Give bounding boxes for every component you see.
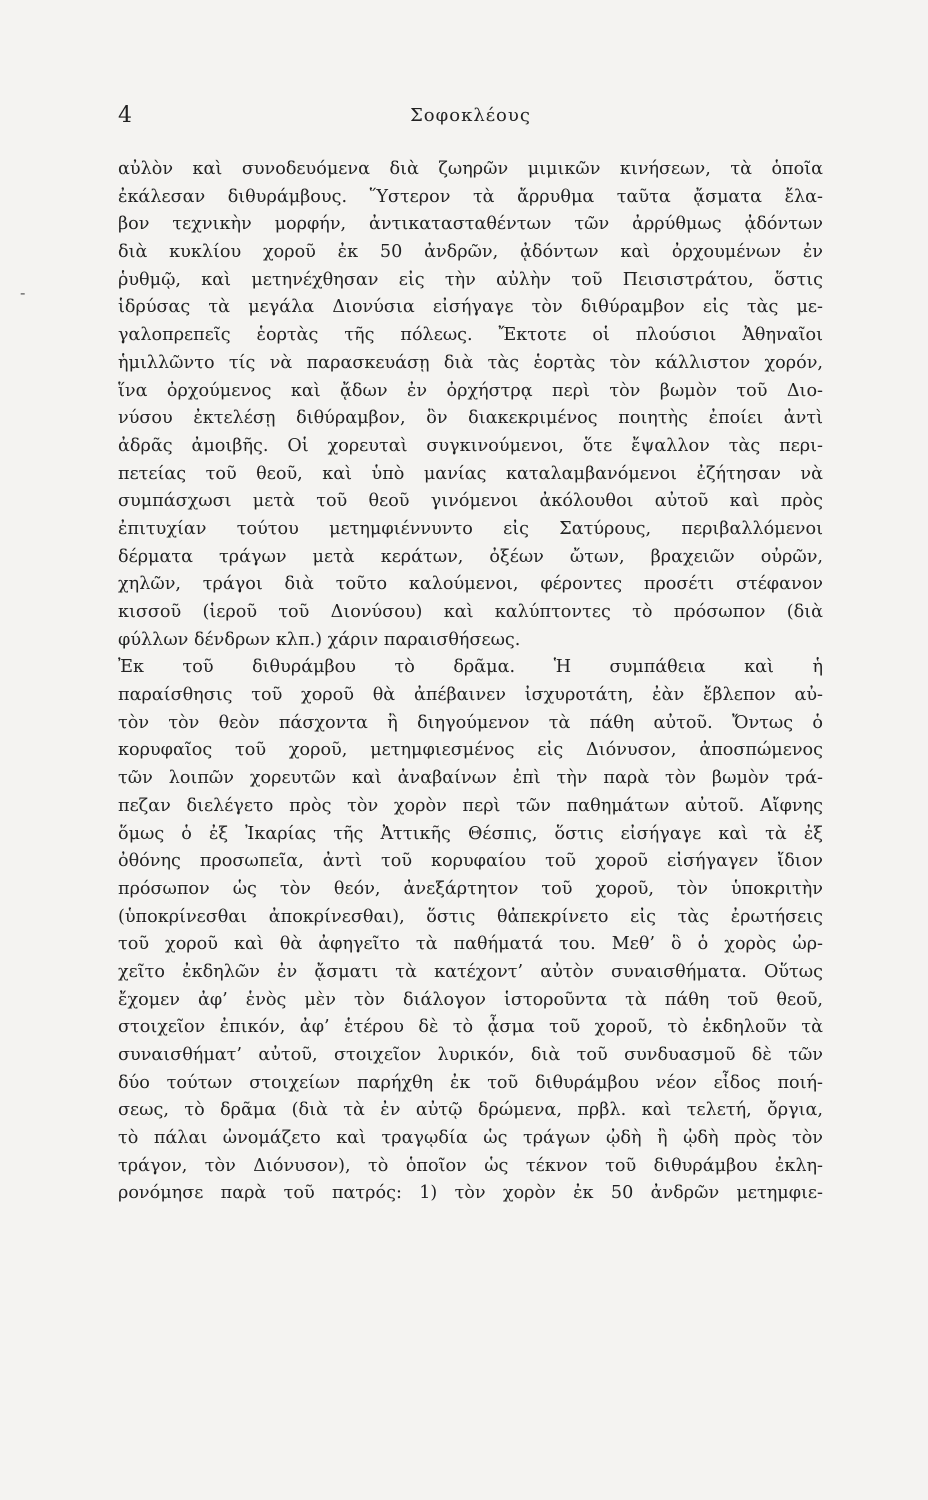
text-line: ὅμως ὁ ἐξ Ἰκαρίας τῆς Ἀττικῆς Θέσπις, ὅστις εἰσήγαγε καὶ τὰ ἐξ xyxy=(118,823,823,844)
page-number: 4 xyxy=(118,103,132,128)
running-head: Σοφοκλέους xyxy=(410,105,531,126)
text-line: κορυφαῖος τοῦ χοροῦ, μετημφιεσμένος εἰς Διόνυσον, ἀποσπώμενος xyxy=(118,740,823,761)
text-line: τοῦ χοροῦ καὶ θὰ ἀφηγεῖτο τὰ παθήματά του. Μεθ’ ὃ ὁ χορὸς ὠρ- xyxy=(118,934,823,955)
text-line: κισσοῦ (ἱεροῦ τοῦ Διονύσου) καὶ καλύπτοντες τὸ πρόσωπον (διὰ xyxy=(118,602,823,622)
section-heading-line: Ἐκ τοῦ διθυράμβου τὸ δρᾶμα. Ἡ συμπάθεια καὶ ἡ xyxy=(118,657,823,678)
text-line: ἡμιλλῶντο τίς νὰ παρασκευάσῃ διὰ τὰς ἑορτὰς τὸν κάλλιστον χορόν, xyxy=(118,352,823,373)
text-line: φύλλων δένδρων κλπ.) χάριν παραισθήσεως. xyxy=(118,629,521,650)
text-line: πεζαν διελέγετο πρὸς τὸν χορὸν περὶ τῶν παθημάτων αὐτοῦ. Αἴφνης xyxy=(118,795,823,816)
text-line: χεῖτο ἐκδηλῶν ἐν ᾄσματι τὰ κατέχοντ’ αὐτὸν συναισθήματα. Οὕτως xyxy=(118,961,823,982)
text-line: δέρματα τράγων μετὰ κεράτων, ὀξέων ὤτων, βραχειῶν οὐρῶν, xyxy=(118,546,823,567)
text-line: ρονόμησε παρὰ τοῦ πατρός: 1) τὸν χορὸν ἐκ 50 ἀνδρῶν μετημφιε- xyxy=(118,1183,823,1204)
text-line: ἐκάλεσαν διθυράμβους. Ὕστερον τὰ ἄρρυθμα ταῦτα ᾄσματα ἔλα- xyxy=(118,186,823,207)
text-line: τῶν λοιπῶν χορευτῶν καὶ ἀναβαίνων ἐπὶ τὴν παρὰ τὸν βωμὸν τρά- xyxy=(118,768,823,789)
text-line: ῥυθμῷ, καὶ μετηνέχθησαν εἰς τὴν αὐλὴν τοῦ Πεισιστράτου, ὅστις xyxy=(118,269,823,290)
text-line: σεως, τὸ δρᾶμα (διὰ τὰ ἐν αὐτῷ δρώμενα, πρβλ. καὶ τελετή, ὄργια, xyxy=(118,1100,823,1121)
text-line: (ὑποκρίνεσθαι ἀποκρίνεσθαι), ὅστις θἀπεκρίνετο εἰς τὰς ἐρωτήσεις xyxy=(118,906,823,927)
body-text xyxy=(118,156,823,1208)
page-header xyxy=(118,103,823,135)
text-line: τὸν τὸν θεὸν πάσχοντα ἢ διηγούμενον τὰ πάθη αὐτοῦ. Ὄντως ὁ xyxy=(118,712,823,733)
text-line: ἵνα ὀρχούμενος καὶ ᾄδων ἐν ὀρχήστρᾳ περὶ τὸν βωμὸν τοῦ Διο- xyxy=(118,380,823,401)
text-line: δύο τούτων στοιχείων παρήχθη ἐκ τοῦ διθυράμβου νέον εἶδος ποιή- xyxy=(118,1072,823,1093)
text-line: ἀδρᾶς ἀμοιβῆς. Οἱ χορευταὶ συγκινούμενοι, ὅτε ἔψαλλον τὰς περι- xyxy=(118,435,823,456)
text-line: ὀθόνης προσωπεῖα, ἀντὶ τοῦ κορυφαίου τοῦ χοροῦ εἰσήγαγεν ἴδιον xyxy=(118,851,823,872)
text-line: νύσου ἐκτελέσῃ διθύραμβον, ὃν διακεκριμένος ποιητὴς ἐποίει ἀντὶ xyxy=(118,408,823,429)
text-line: συναισθήματ’ αὐτοῦ, στοιχεῖον λυρικόν, διὰ τοῦ συνδυασμοῦ δὲ τῶν xyxy=(118,1045,823,1065)
text-line: πετείας τοῦ θεοῦ, καὶ ὑπὸ μανίας καταλαμβανόμενοι ἐζήτησαν νὰ xyxy=(118,463,823,484)
text-line: αὐλὸν καὶ συνοδευόμενα διὰ ζωηρῶν μιμικῶν κινήσεων, τὰ ὁποῖα xyxy=(118,159,823,179)
text-line: γαλοπρεπεῖς ἑορτὰς τῆς πόλεως. Ἔκτοτε οἱ πλούσιοι Ἀθηναῖοι xyxy=(118,325,823,346)
text-line: ἐπιτυχίαν τούτου μετημφιέννυντο εἰς Σατύρους, περιβαλλόμενοι xyxy=(118,518,823,539)
text-line: χηλῶν, τράγοι διὰ τοῦτο καλούμενοι, φέροντες προσέτι στέφανον xyxy=(118,574,823,595)
text-line: βον τεχνικὴν μορφήν, ἀντικατασταθέντων τῶν ἀρρύθμως ᾀδόντων xyxy=(118,214,823,235)
text-line: διὰ κυκλίου χοροῦ ἐκ 50 ἀνδρῶν, ᾀδόντων καὶ ὀρχουμένων ἐν xyxy=(118,242,823,263)
text-line: παραίσθησις τοῦ χοροῦ θὰ ἀπέβαινεν ἰσχυροτάτη, ἐὰν ἔβλεπον αὐ- xyxy=(118,685,823,706)
text-line: ἔχομεν ἀφ’ ἑνὸς μὲν τὸν διάλογον ἱστοροῦντα τὰ πάθη τοῦ θεοῦ, xyxy=(118,989,823,1010)
text-line: τράγον, τὸν Διόνυσον), τὸ ὁποῖον ὡς τέκνον τοῦ διθυράμβου ἐκλη- xyxy=(118,1155,823,1176)
text-line: τὸ πάλαι ὠνομάζετο καὶ τραγῳδία ὡς τράγων ᾠδὴ ἢ ᾠδὴ πρὸς τὸν xyxy=(118,1128,823,1149)
text-line: στοιχεῖον ἐπικόν, ἀφ’ ἑτέρου δὲ τὸ ᾆσμα τοῦ χοροῦ, τὸ ἐκδηλοῦν τὰ xyxy=(118,1017,823,1038)
text-line: πρόσωπον ὡς τὸν θεόν, ἀνεξάρτητον τοῦ χοροῦ, τὸν ὑποκριτὴν xyxy=(118,878,823,899)
margin-mark: - xyxy=(20,283,26,302)
text-line: ἱδρύσας τὰ μεγάλα Διονύσια εἰσήγαγε τὸν διθύραμβον εἰς τὰς με- xyxy=(118,297,823,318)
text-line: συμπάσχωσι μετὰ τοῦ θεοῦ γινόμενοι ἀκόλουθοι αὐτοῦ καὶ πρὸς xyxy=(118,491,823,512)
